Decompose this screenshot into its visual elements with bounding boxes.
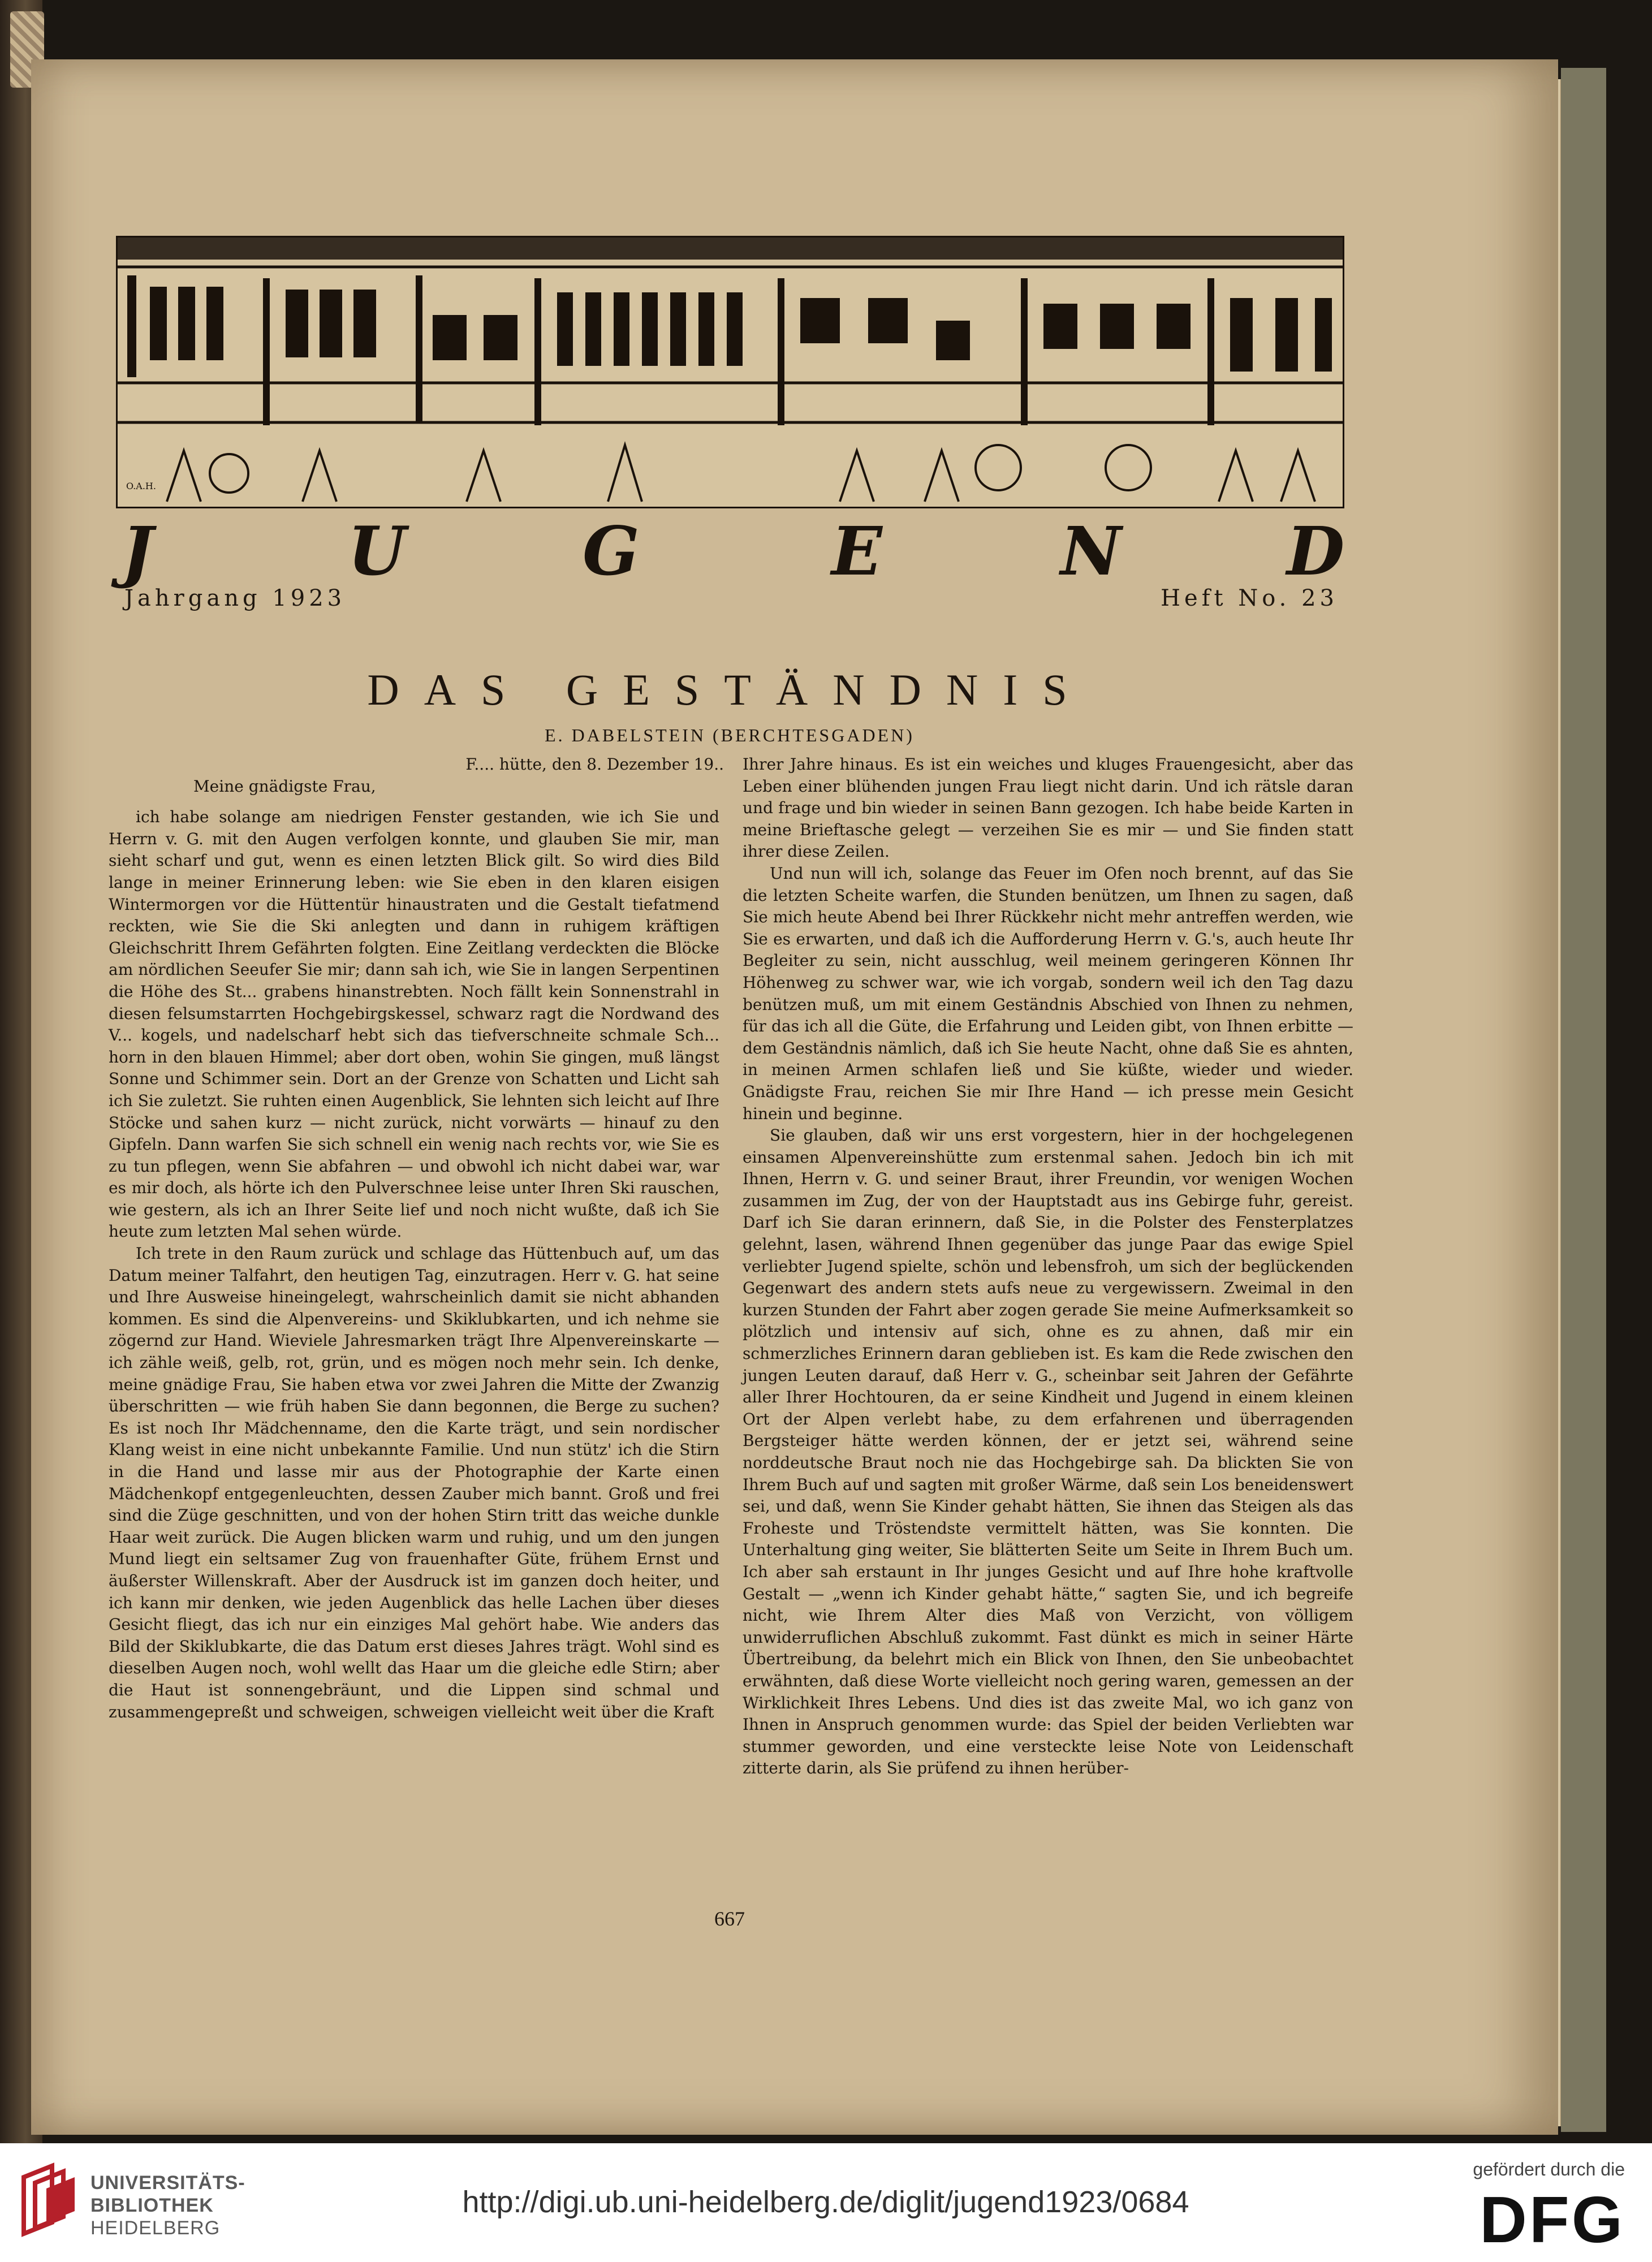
institution-name[interactable] (90, 2172, 245, 2239)
dfg-logo[interactable]: DFG (1480, 2183, 1625, 2256)
masthead-letter: G (583, 512, 640, 590)
institution-line: UNIVERSITÄTS- (90, 2172, 245, 2194)
year-label: Jahrgang 1923 (124, 585, 346, 611)
masthead-letter: D (1287, 512, 1345, 590)
masthead-letter: U (348, 512, 406, 590)
university-library-logo-icon[interactable] (18, 2160, 83, 2239)
artist-signature: O.A.H. (126, 481, 156, 491)
digitization-footer (0, 2143, 1652, 2262)
body-paragraph: Ich trete in den Raum zurück und schlage das Hüttenbuch auf, um das Datum meiner Talfahrt, den heutigen Tag, einzutragen. Herr v. G. hat seine und Ihre Ausweise hineingelegt, wahrscheinlich damit sie nicht abhanden kommen. Es sind die Alpenvereins- und Skiklubkarten, und ich nehme sie zögernd zur Hand. Wieviele Jahresmarken trägt Ihre Alpenvereinskarte — ich zähle weiß, gelb, rot, grün, und es mögen noch mehr sein. Ich denke, meine gnädige Frau, Sie haben etwa vor zwei Jahren die Mitte der Zwanzig überschritten — wie früh haben Sie dann begonnen, die Berge zu suchen? Es ist noch Ihr Mädchenname, den die Karte trägt, und sein nordischer Klang weist in eine nicht unbekannte Familie. Und nun stütz' ich die Stirn in die Hand und lasse mir aus der Photographie der Karte einen Mädchenkopf entgegenleuchten, dessen Zauber mich bannt. Groß und frei sind die Züge geschnitten, und von der hohen Stirn tritt das weiche dunkle Haar weit zurück. Die Augen blicken warm und ruhig, und um den jungen Mund liegt ein seltsamer Zug von frauenhafter Güte, frühem Ernst und äußerster Willenskraft. Aber der Ausdruck ist im ganzen doch heiter, und ich kann mir denken, wie jeden Augenblick das helle Lachen über dieses Gesicht fliegt, das ich nur ein einziges Mal gehört habe. Wie anders das Bild der Skiklubkarte, die das Datum erst dieses Jahres trägt. Wohl sind es dieselben Augen noch, wohl wellt das Haar um die gleiche edle Stirn; aber die Haut ist sonnengebräunt, und die Lippen sind schmal und zusammengepreßt und schweigen, schweigen vielleicht weit über die Kraft (109, 1244, 719, 1721)
funded-by-label: gefördert durch die (1473, 2159, 1625, 2179)
institution-line: BIBLIOTHEK (90, 2195, 214, 2216)
body-paragraph: Sie glauben, daß wir uns erst vorgestern, hier in der hochgelegenen einsamen Alpenvereinshütte zum erstenmal sahen. Jedoch bin ich mit Ihnen, Herrn v. G. und seiner Braut, ihrer Freundin, vor wenigen Wochen zusammen im Zug, der von der Hauptstadt aus ins Gebirge fuhr, gereist. Darf ich Sie daran erinnern, daß Sie, in die Polster des Fensterplatzes gelehnt, lasen, während Ihnen gegenüber das junge Paar das ewige Spiel verliebter Jugend spielte, schön und lebensfroh, um sich der beglückenden Gegenwart des andern stets aufs neue zu vergewissern. Zweimal in den kurzen Stunden der Fahrt aber zogen gerade Sie meine Aufmerksamkeit so plötzlich und intensiv auf sich, ohne es zu ahnen, daß mir ein schmerzliches Erinnern daran geblieben ist. Es kam die Rede zwischen den jungen Leuten darauf, daß Herr v. G., scheinbar seit Jahren der Gefährte aller Ihrer Hochtouren, da er seine Kindheit und Jugend in einem kleinen Ort der Alpen verlebt habe, zu dem erfahrenen und überragenden Bergsteiger hätte werden können, der er jetzt sei, während seine norddeutsche Braut noch nie das Hochgebirge sah. Da blickten Sie von Ihrem Buch auf und sagten mit großer Wärme, daß sein Los beneidenswert sei, und daß, wenn Sie Kinder gehabt hätten, Sie ihnen das Steigen als das Froheste und Tröstendste vermittelt hätten, was Sie konnten. Die Unterhaltung ging weiter, Sie blätterten Seite um Seite in Ihrem Buch um. Ich aber sah erstaunt in Ihr junges Gesicht und auf Ihre hohe kraftvolle Gestalt — „wenn ich Kinder gehabt hätte,“ sagten Sie, und ich begreife nicht, wie Ihrem Alter dies Maß von Verzicht, von völligem unwiderruflichen Abschluß zukommt. Fast dünkt es mich in seiner Härte Übertreibung, da belehrt mich ein Blick von Ihnen, den Sie unbeobachtet erwähnten, daß diese Worte vielleicht noch gering waren, gemessen an der Wirklichkeit Ihres Lebens. Und dies ist das zweite Mal, wo ich ganz von Ihnen in Anspruch genommen wurde: das Spiel der beiden Verliebten war stummer geworden, und eine versteckte leise Note von Leidenschaft zitterte darin, als Sie prüfend zu ihnen herüber- (743, 1126, 1353, 1778)
book-cover (1561, 68, 1606, 2132)
permalink-url[interactable]: http://digi.ub.uni-heidelberg.de/diglit/jugend1923/0684 (462, 2185, 1189, 2219)
masthead-letter: J (122, 512, 153, 590)
left-column (109, 754, 724, 1723)
institution-line: HEIDELBERG (90, 2217, 221, 2239)
masthead-letter: E (831, 512, 882, 590)
body-paragraph: ich habe solange am niedrigen Fenster gestanden, wie ich Sie und Herrn v. G. mit den Augen verfolgen konnte, und glauben Sie mir, man sieht scharf und gut, wenn es einen letzten Blick gilt. So wird dies Bild lange in meiner Erinnerung leben: wie Sie eben in den klaren eisigen Wintermorgen vor die Hüttentür hinaustraten und die Gestalt tiefatmend reckten, wie Sie die Ski anlegten und dann in ruhigem kräftigen Gleichschritt Ihrem Gefährten folgten. Eine Zeitlang verdeckten die Blöcke am nördlichen Seeufer Sie mir; dann sah ich, wie Sie in langen Serpentinen die Höhe des St... grabens hinanstrebten. Noch fällt kein Sonnenstrahl in diesen felsumstarrten Hochgebirgskessel, schwarz ragt die Nordwand des V... kogels, und nadelscharf hebt sich das tiefverschneite schmale Sch... horn in den blauen Himmel; aber dort oben, wohin Sie gingen, muß längst Sonne und Schimmer sein. Dort an der Grenze von Schatten und Licht sah ich Sie zuletzt. Sie ruhten einen Augenblick, Sie lehnten sich leicht auf Ihre Stöcke und sahen kurz — nicht zurück, nicht vorwärts — hinauf zu den Gipfeln. Dann warfen Sie sich schnell ein wenig nach rechts vor, wie Sie es zu tun pflegen, wenn Sie abfahren — und obwohl ich nicht dabei war, war es mir doch, als hörte ich den Pulverschnee leise unter Ihren Ski rauschen, wie gestern, als ich an Ihrer Seite lief und noch nicht wußte, daß ich Sie heute zum letzten Mal sehen würde. (109, 808, 719, 1241)
masthead-letter: N (1060, 512, 1122, 590)
right-column (743, 754, 1353, 1780)
body-paragraph: Und nun will ich, solange das Feuer im Ofen noch brennt, auf das Sie die letzten Scheite warfen, die Stunden benützen, um Ihnen zu sagen, daß Sie mich heute Abend bei Ihrer Rückkehr nicht mehr antreffen werden, wie Sie es erwarten, und daß ich die Aufforderung Herrn v. G.'s, auch heute Ihr Begleiter zu sein, nicht ausschlug, weil meinem geringeren Können Ihr Höhenweg zu schwer war, wie ich vorgab, sondern weil ich den Tag dazu benützen muß, um mit einem Geständnis Abschied von Ihnen zu nehmen, für das ich all die Güte, die Erfahrung und Leiden gibt, von Ihnen erbitte — dem Geständnis nämlich, daß ich Sie heute Nacht, ohne daß Sie es ahnten, in meinen Armen schlafen ließ und Sie küßte, wieder und wieder. Gnädigste Frau, reichen Sie mir Ihre Hand — ich presse mein Gesicht hinein und beginne. (743, 864, 1353, 1123)
article-author: E. DABELSTEIN (BERCHTESGADEN) (545, 725, 915, 745)
body-paragraph: Ihrer Jahre hinaus. Es ist ein weiches und kluges Frauengesicht, aber das Leben einer blühenden jungen Frau liegt nicht darin. Und ich rätsle daran und frage und bin wieder in seinen Bann gezogen. Ich habe beide Karten in meine Brieftasche gelegt — verzeihen Sie es mir — und Sie finden statt ihrer diese Zeilen. (743, 755, 1353, 861)
article-title: DAS GESTÄNDNIS (367, 665, 1092, 714)
page-number: 667 (714, 1907, 745, 1930)
letter-salutation: Meine gnädigste Frau, (193, 776, 376, 796)
masthead-title (122, 512, 1345, 590)
street-scene-illustration (116, 236, 1344, 508)
issue-label: Heft No. 23 (1161, 585, 1338, 611)
letter-dateline: F.... hütte, den 8. Dezember 19.. (465, 755, 724, 774)
